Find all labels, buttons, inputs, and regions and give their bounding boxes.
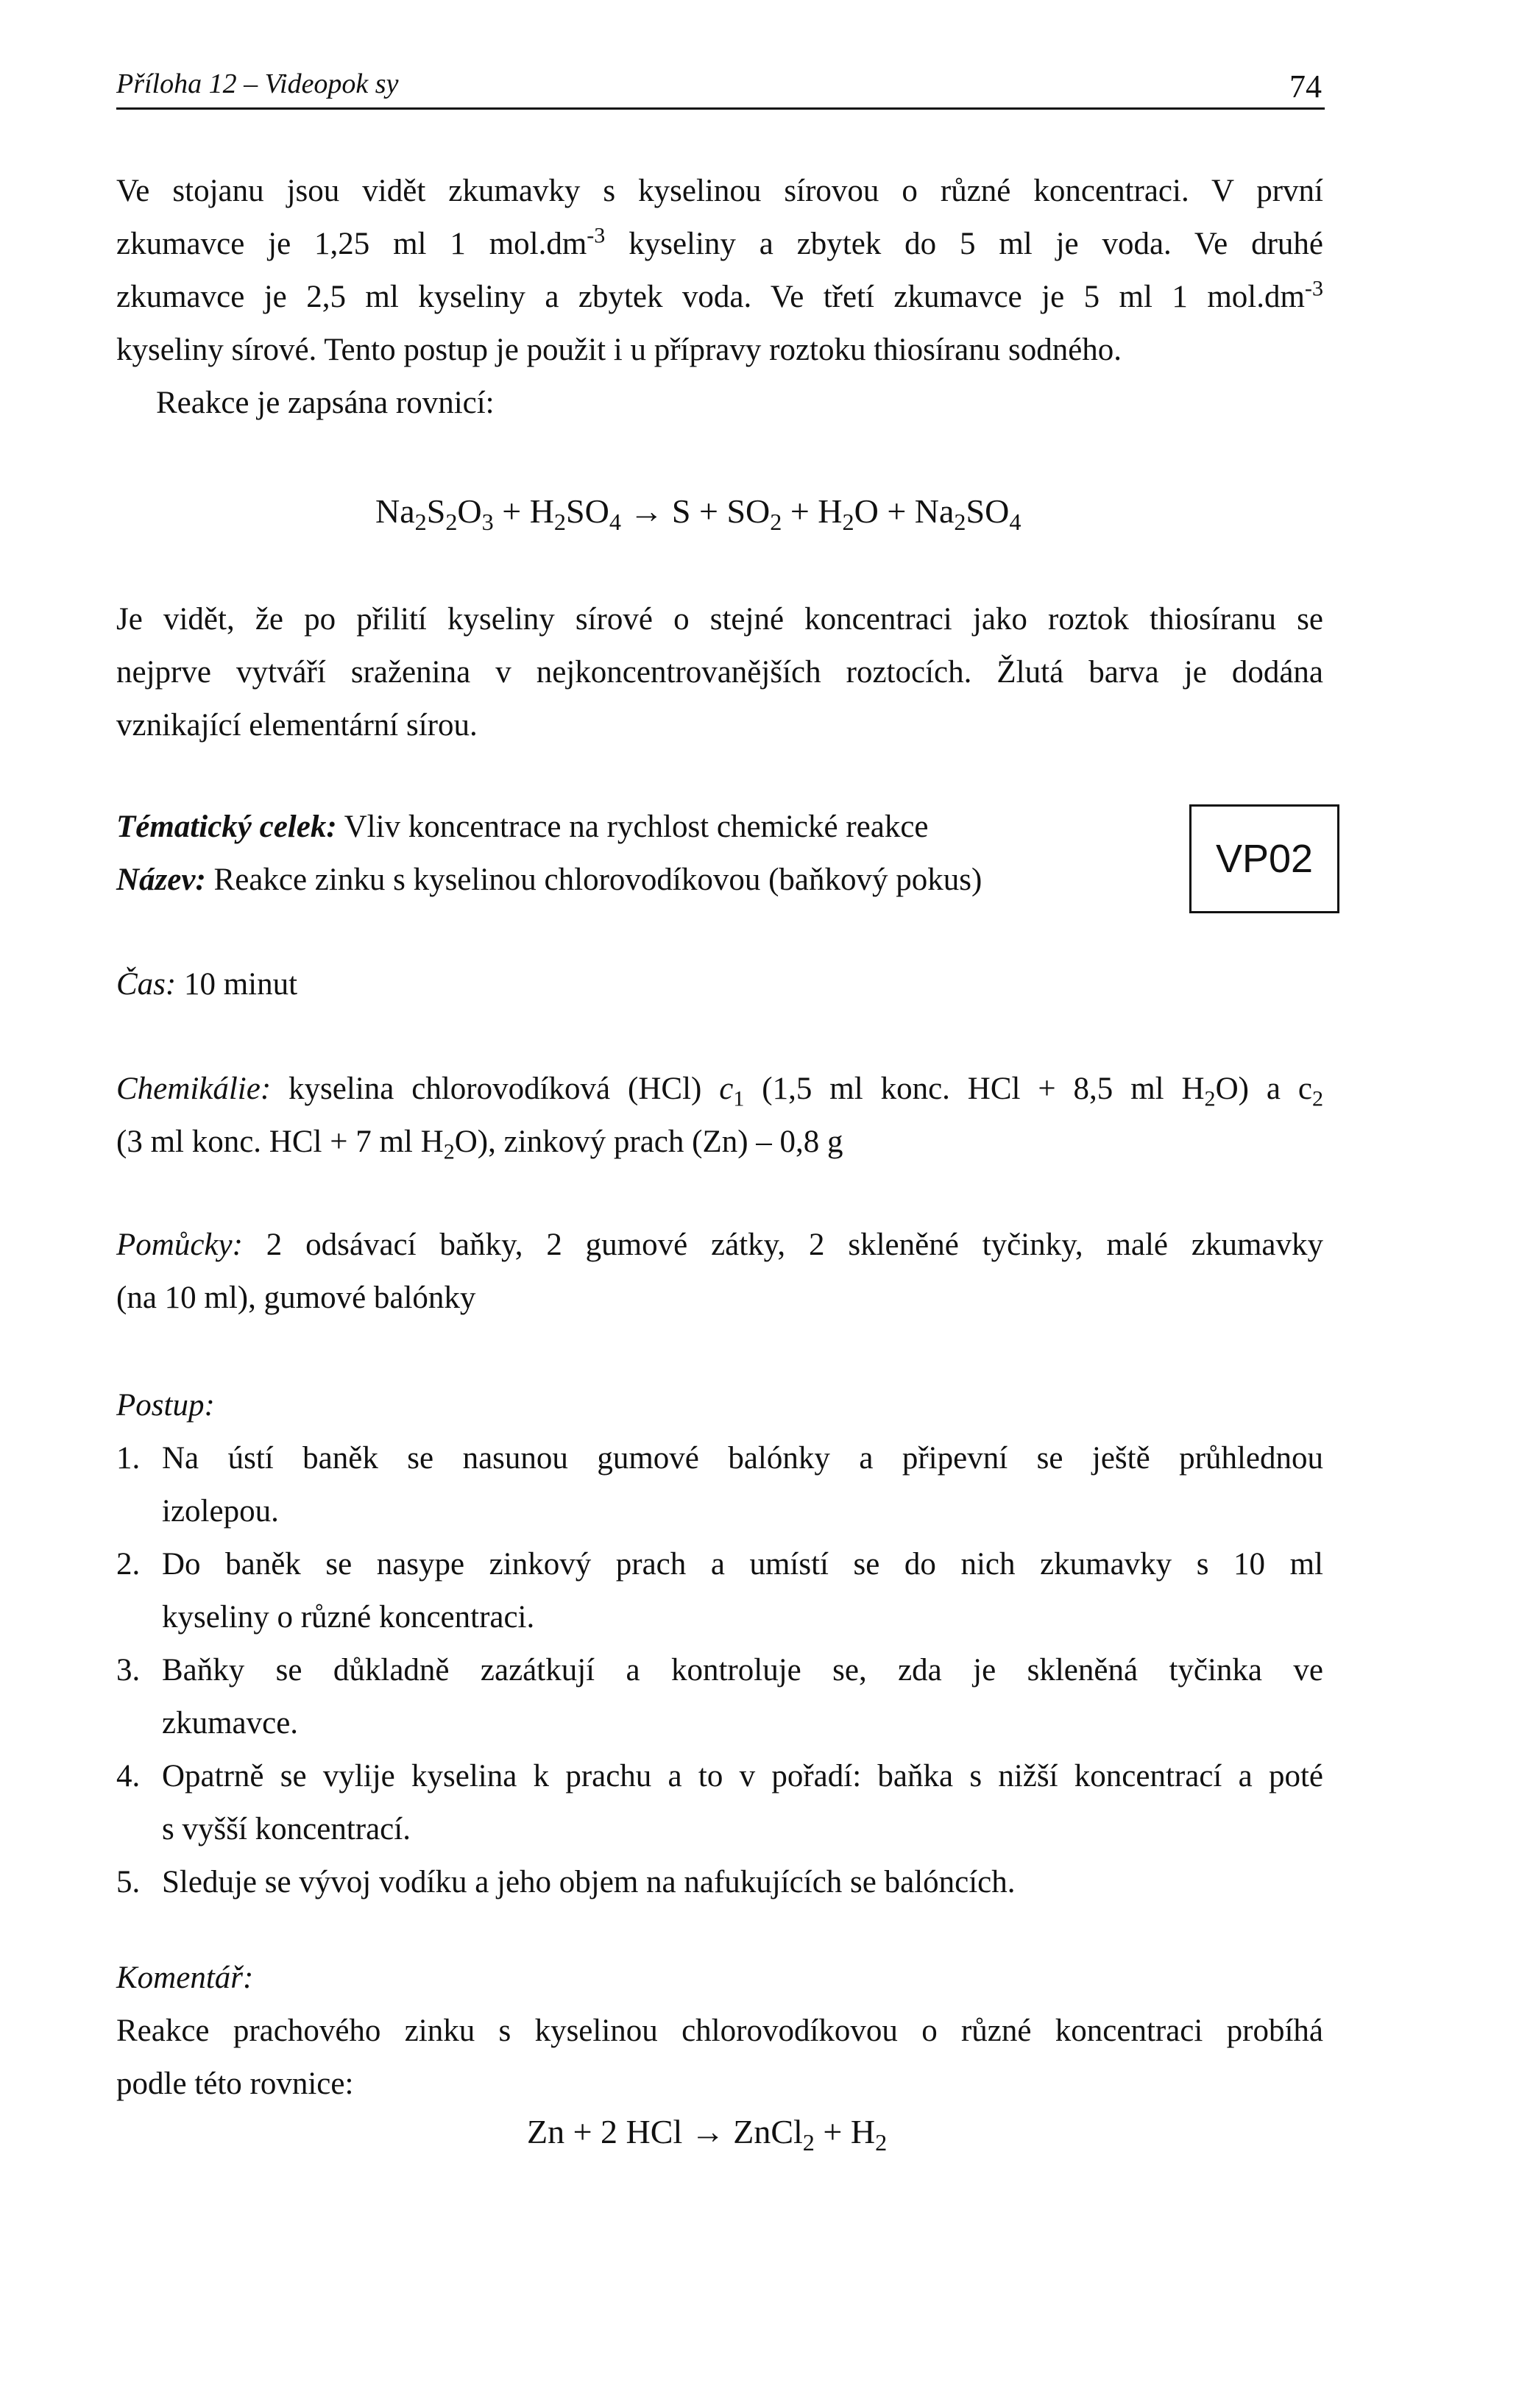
intro-line: Ve stojanu jsou vidět zkumavky s kyselinou sírovou o různé koncentraci. V první (116, 174, 1323, 208)
intro-line: kyseliny sírové. Tento postup je použit i u přípravy roztoku thiosíranu sodného. (116, 333, 1122, 367)
reaction-equation-2: Zn + 2 HCl → ZnCl$_2$ + $H_2$ (527, 2113, 888, 2156)
chemicals-paragraph (116, 1063, 1323, 1169)
procedure-step: 5. Sleduje se vývoj vodíku a jeho objem na nafukujících se balóncích. (116, 1865, 1016, 1899)
name-label: Název: (116, 863, 206, 897)
experiment-heading (116, 801, 1176, 907)
page-header-title: Příloha 12 – Videopok sy (116, 68, 399, 99)
time-value: 10 minut (176, 967, 298, 1002)
page-number: 74 (1289, 68, 1322, 105)
procedure-step: 1. Na ústí baněk se nasunou gumové balónky a připevní se ještě průhlednou izolepou. (116, 1441, 1323, 1529)
comment-label: Komentář: (116, 1961, 254, 1995)
tools-label: Pomůcky: (116, 1228, 243, 1262)
chemicals-line: Chemikálie: kyselina chlorovodíková (HCl) $c_1$ (1,5 ml konc. HCl + 8,5 ml $H_2O$) a $c_2$ (116, 1072, 1323, 1111)
procedure-label: Postup: (116, 1388, 215, 1423)
procedure-step: 2. Do baněk se nasype zinkový prach a umístí se do nich zkumavky s 10 ml kyseliny o různé koncentraci. (116, 1547, 1323, 1635)
intro-line: Reakce je zapsána rovnicí: (156, 386, 495, 420)
tools-line: (na 10 ml), gumové balónky (116, 1281, 476, 1315)
procedure-step: 4. Opatrně se vylije kyselina k prachu a to v pořadí: baňka s nižší koncentrací a poté s vyšší koncentrací. (116, 1759, 1323, 1846)
observation-line: Je vidět, že po přilití kyseliny sírové o stejné koncentraci jako roztok thiosíranu se (116, 602, 1323, 637)
chemicals-label: Chemikálie: (116, 1072, 272, 1106)
observation-paragraph (116, 593, 1323, 752)
intro-line: zkumavce je 2,5 ml kyseliny a zbytek voda. Ve třetí zkumavce je 5 ml 1 $mol.dm^{-3}$ (116, 275, 1323, 314)
tools-paragraph (116, 1219, 1323, 1325)
procedure-section (116, 1379, 1323, 1909)
time-label: Čas: (116, 967, 177, 1002)
reaction-equation-1: $Na_2S_2O_3 + H_2SO_4 \to S + SO_2 + H_2O + Na_2SO_4$ (375, 492, 1021, 536)
comment-line: Reakce prachového zinku s kyselinou chlorovodíkovou o různé koncentraci probíhá (116, 2014, 1323, 2048)
time-line (116, 958, 297, 1011)
comment-line: podle této rovnice: (116, 2067, 354, 2101)
tools-line: Pomůcky: 2 odsávací baňky, 2 gumové zátky, 2 skleněné tyčinky, malé zkumavky (116, 1228, 1323, 1262)
intro-line: zkumavce je 1,25 ml 1 $mol.dm^{-3}$ kyseliny a zbytek do 5 ml je voda. Ve druhé (116, 222, 1323, 261)
procedure-step: 3. Baňky se důkladně zazátkují a kontroluje se, zda je skleněná tyčinka ve zkumavce. (116, 1653, 1323, 1741)
topic-label: Tématický celek: (116, 810, 337, 844)
name-value: Reakce zinku s kyselinou chlorovodíkovou (baňkový pokus) (205, 863, 982, 897)
comment-section (116, 1952, 1323, 2111)
topic-line (116, 801, 1176, 854)
observation-line: vznikající elementární sírou. (116, 708, 478, 743)
header-divider (116, 107, 1325, 110)
intro-paragraph (116, 165, 1323, 430)
chemicals-line: (3 ml konc. HCl + 7 ml $H_2O$), zinkový prach (Zn) – 0,8 g (116, 1125, 843, 1164)
name-line (116, 854, 1176, 907)
experiment-code-box: VP02 (1189, 804, 1339, 913)
observation-line: nejprve vytváří sraženina v nejkoncentrovanějších roztocích. Žlutá barva je dodána (116, 655, 1323, 690)
topic-value: Vliv koncentrace na rychlost chemické reakce (336, 810, 929, 844)
